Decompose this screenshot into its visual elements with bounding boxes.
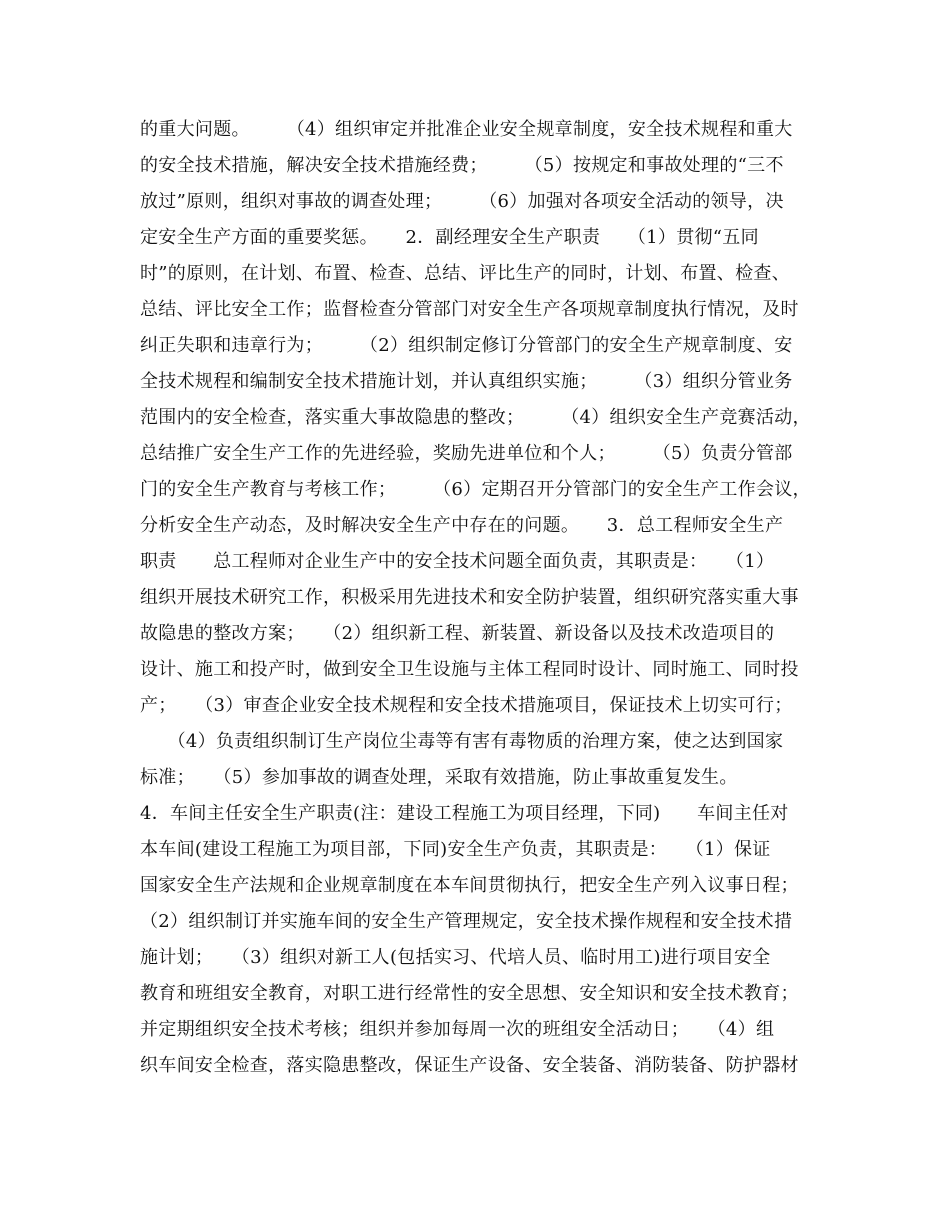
body-text-line: 总结推广安全生产工作的先进经验，奖励先进单位和个人； （5）负责分管部 — [140, 443, 793, 464]
body-text-line: 故隐患的整改方案； （2）组织新工程、新装置、新设备以及技术改造项目的 — [140, 623, 775, 644]
body-text-line: 产； （3）审查企业安全技术规程和安全技术措施项目，保证技术上切实可行； — [140, 695, 793, 716]
body-text-line: 国家安全生产法规和企业规章制度在本车间贯彻执行，把安全生产列入议事日程； — [140, 875, 799, 896]
body-text-line: 织车间安全检查，落实隐患整改，保证生产设备、安全装备、消防装备、防护器材 — [140, 1055, 799, 1076]
body-text-line: 分析安全生产动态，及时解决安全生产中存在的问题。 3．总工程师安全生产 — [140, 515, 784, 536]
body-text-line: 全技术规程和编制安全技术措施计划，并认真组织实施； （3）组织分管业务 — [140, 371, 793, 392]
body-text-line: 总结、评比安全工作；监督检查分管部门对安全生产各项规章制度执行情况，及时 — [140, 299, 799, 320]
body-text-line: 并定期组织安全技术考核；组织并参加每周一次的班组安全活动日； （4）组 — [140, 1019, 775, 1040]
body-text-line: 范围内的安全检查，落实重大事故隐患的整改； （4）组织安全生产竞赛活动， — [140, 407, 811, 428]
body-text-line: 标准； （5）参加事故的调查处理，采取有效措施，防止事故重复发生。 — [140, 767, 738, 788]
body-text-line: 本车间(建设工程施工为项目部，下同)安全生产负责，其职责是： （1）保证 — [140, 839, 771, 860]
body-text-line: 设计、施工和投产时，做到安全卫生设施与主体工程同时设计、同时施工、同时投 — [140, 659, 799, 680]
body-text-line: 纠正失职和违章行为； （2）组织制定修订分管部门的安全生产规章制度、安 — [140, 335, 793, 356]
body-text-line: 教育和班组安全教育，对职工进行经常性的安全思想、安全知识和安全技术教育； — [140, 983, 799, 1004]
body-text-line: 定安全生产方面的重要奖惩。 2．副经理安全生产职责 （1）贯彻“五同 — [140, 227, 759, 248]
body-text-line: 的安全技术措施，解决安全技术措施经费； （5）按规定和事故处理的“三不 — [140, 155, 784, 176]
body-text-line: （2）组织制订并实施车间的安全生产管理规定，安全技术操作规程和安全技术措 — [140, 911, 793, 932]
body-text-line: 施计划； （3）组织对新工人(包括实习、代培人员、临时用工)进行项目安全 — [140, 947, 771, 968]
body-text-line: 时”的原则，在计划、布置、检查、总结、评比生产的同时，计划、布置、检查、 — [140, 263, 790, 284]
body-text-line: 放过”原则，组织对事故的调查处理； （6）加强对各项安全活动的领导，决 — [140, 191, 784, 212]
body-text-line: 4．车间主任安全生产职责(注：建设工程施工为项目经理，下同) 车间主任对 — [140, 803, 789, 824]
body-text-line: 组织开展技术研究工作，积极采用先进技术和安全防护装置，组织研究落实重大事 — [140, 587, 799, 608]
body-text-line: （4）负责组织制订生产岗位尘毒等有害有毒物质的治理方案，使之达到国家 — [140, 731, 784, 752]
body-text-line: 职责 总工程师对企业生产中的安全技术问题全面负责，其职责是： （1） — [140, 551, 775, 572]
body-text-line: 的重大问题。 （4）组织审定并批准企业安全规章制度，安全技术规程和重大 — [140, 119, 793, 140]
body-text-line: 门的安全生产教育与考核工作； （6）定期召开分管部门的安全生产工作会议， — [140, 479, 811, 500]
